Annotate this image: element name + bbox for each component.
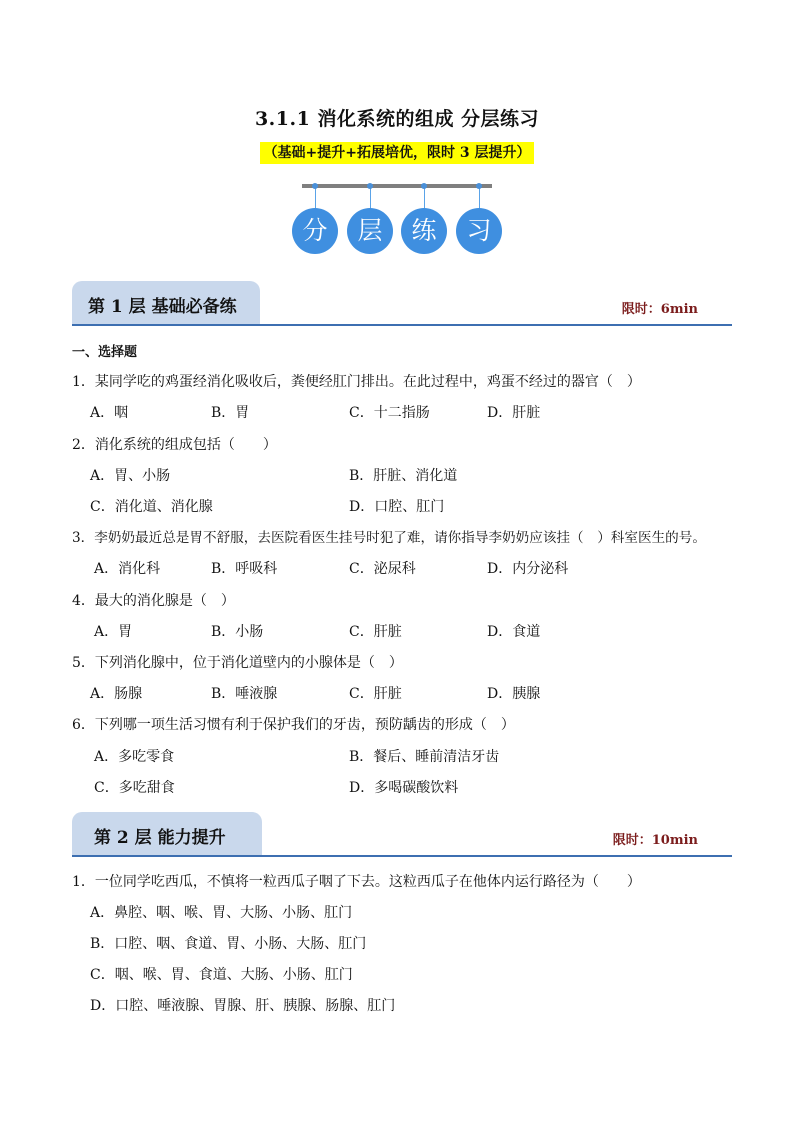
option: C．咽、喉、胃、食道、大肠、小肠、肛门 bbox=[90, 967, 353, 983]
option: B．肝脏、消化道 bbox=[349, 468, 458, 484]
banner-graphic bbox=[290, 178, 510, 262]
option: B．小肠 bbox=[211, 624, 264, 640]
document-subtitle: （基础+提升+拓展培优，限时 3 层提升） bbox=[260, 142, 535, 164]
section-2-header bbox=[72, 812, 732, 858]
section-2-time-limit: 限时：10min bbox=[612, 833, 698, 848]
option: A．胃、小肠 bbox=[90, 468, 171, 484]
section-2-tab: 第 2 层 能力提升 bbox=[72, 812, 262, 856]
question-stem: 1．某同学吃的鸡蛋经消化吸收后，粪便经肛门排出。在此过程中，鸡蛋不经过的器官（ ） bbox=[72, 374, 641, 390]
option: A．多吃零食 bbox=[94, 749, 175, 765]
option: B．呼吸科 bbox=[211, 561, 278, 577]
option: B．口腔、咽、食道、胃、小肠、大肠、肛门 bbox=[90, 936, 367, 952]
option: C．肝脏 bbox=[349, 686, 402, 702]
section-1-tab: 第 1 层 基础必备练 bbox=[72, 281, 260, 325]
option: D．食道 bbox=[487, 624, 541, 640]
question-stem: 4．最大的消化腺是（ ） bbox=[72, 593, 235, 609]
question-stem: 5．下列消化腺中，位于消化道壁内的小腺体是（ ） bbox=[72, 655, 403, 671]
option: A．鼻腔、咽、喉、胃、大肠、小肠、肛门 bbox=[90, 905, 353, 921]
document-title: 3.1.1 消化系统的组成 分层练习 bbox=[254, 108, 540, 130]
option: B．餐后、睡前清洁牙齿 bbox=[349, 749, 500, 765]
section-divider bbox=[72, 855, 732, 857]
subtitle-wrap bbox=[0, 142, 794, 164]
banner-string bbox=[370, 186, 371, 210]
banner-string bbox=[315, 186, 316, 210]
question-stem: 6．下列哪一项生活习惯有利于保护我们的牙齿，预防龋齿的形成（ ） bbox=[72, 717, 515, 733]
option: C．十二指肠 bbox=[349, 405, 430, 421]
option: C．消化道、消化腺 bbox=[90, 499, 213, 515]
option: C．多吃甜食 bbox=[94, 780, 175, 796]
option: B．胃 bbox=[211, 405, 250, 421]
option: A．胃 bbox=[94, 624, 133, 640]
option: C．肝脏 bbox=[349, 624, 402, 640]
banner-dot bbox=[367, 183, 373, 189]
section-1-header bbox=[72, 281, 732, 327]
option: D．口腔、唾液腺、胃腺、肝、胰腺、肠腺、肛门 bbox=[90, 998, 396, 1014]
part-heading: 一、选择题 bbox=[72, 345, 138, 360]
option: A．消化科 bbox=[94, 561, 161, 577]
option: D．肝脏 bbox=[487, 405, 541, 421]
option: B．唾液腺 bbox=[211, 686, 278, 702]
banner-dot bbox=[421, 183, 427, 189]
option: D．胰腺 bbox=[487, 686, 541, 702]
banner-dot bbox=[476, 183, 482, 189]
banner-string bbox=[424, 186, 425, 210]
banner-char: 练 bbox=[401, 208, 447, 254]
option: A．咽 bbox=[90, 405, 129, 421]
question-stem: 1．一位同学吃西瓜，不慎将一粒西瓜子咽了下去。这粒西瓜子在他体内运行路径为（ ） bbox=[72, 874, 641, 890]
question-stem: 2．消化系统的组成包括（ ） bbox=[72, 437, 277, 453]
banner-string bbox=[479, 186, 480, 210]
banner-dot bbox=[312, 183, 318, 189]
banner-char: 分 bbox=[292, 208, 338, 254]
option: D．口腔、肛门 bbox=[349, 499, 445, 515]
banner-char: 层 bbox=[347, 208, 393, 254]
section-1-time-limit: 限时：6min bbox=[621, 302, 698, 317]
question-stem: 3．李奶奶最近总是胃不舒服，去医院看医生挂号时犯了难，请你指导李奶奶应该挂（ ）科室医生的号。 bbox=[72, 530, 706, 546]
option: D．多喝碳酸饮料 bbox=[349, 780, 459, 796]
option: C．泌尿科 bbox=[349, 561, 416, 577]
banner-rod bbox=[302, 184, 492, 188]
banner-char: 习 bbox=[456, 208, 502, 254]
option: A．肠腺 bbox=[90, 686, 143, 702]
section-divider bbox=[72, 324, 732, 326]
option: D．内分泌科 bbox=[487, 561, 569, 577]
